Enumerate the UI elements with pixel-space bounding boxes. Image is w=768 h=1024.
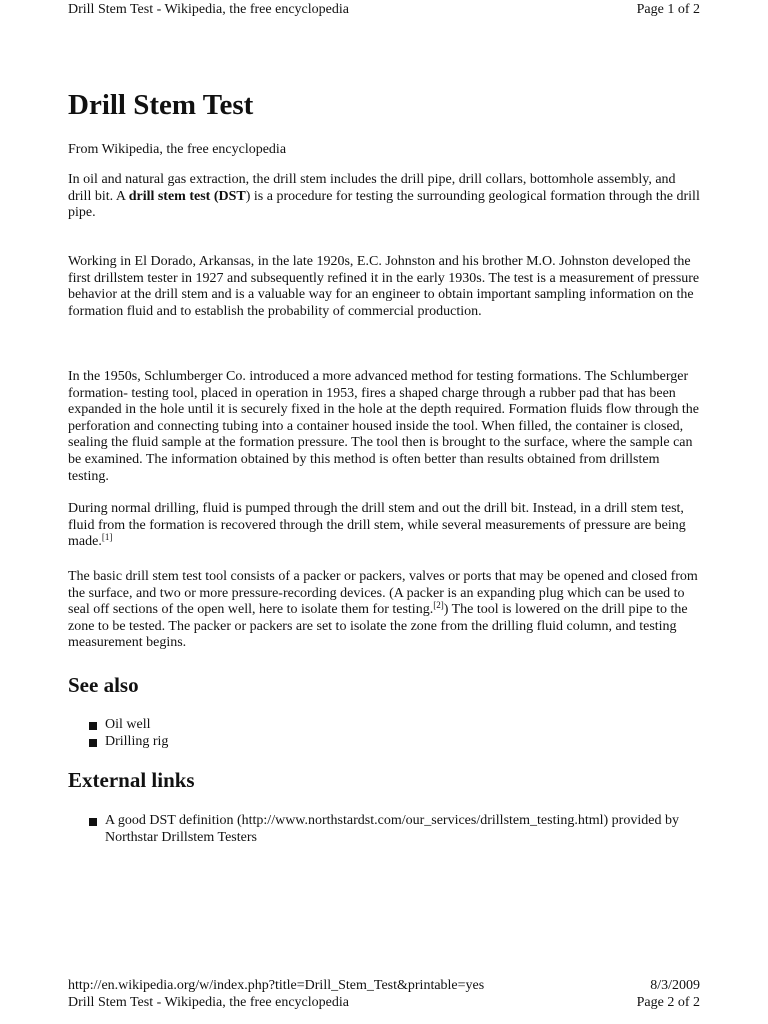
external-links-heading: External links <box>68 768 195 792</box>
external-links-list <box>68 813 702 846</box>
tool-paragraph <box>68 569 702 652</box>
external-link-item[interactable] <box>68 813 702 846</box>
reference-2[interactable]: [2] <box>433 600 444 611</box>
drilling-text: During normal drilling, fluid is pumped through the drill stem and out the drill bit. Instead, in a drill stem test, fluid from the formation is recovered through the drill stem, while several measurements of pressure are being made. <box>68 501 686 550</box>
intro-bold-term: drill stem test (DST <box>128 188 246 204</box>
header-page-number: Page 1 of 2 <box>636 2 700 17</box>
see-also-item[interactable] <box>68 734 702 751</box>
history-paragraph: Working in El Dorado, Arkansas, in the late 1920s, E.C. Johnston and his brother M.O. Johnston developed the first drillstem tester in 1927 and subsequently refined it in the early 1930s. The test is a measurement of pressure behavior at the drill stem and is a valuable way for an engineer to obtain important sampling information on the formation fluid and to establish the probability of commercial production. <box>68 254 700 319</box>
tool-text-start: The basic drill stem test tool consists of a packer or packers, valves or ports that may be opened and closed from the surface, and two or more pressure-recording devices. (A packer is an expanding plug which can be used to seal off sections of the open well, here to isolate them for testing. <box>68 569 698 618</box>
bullet-icon <box>89 739 97 747</box>
intro-paragraph <box>68 172 702 222</box>
page-title: Drill Stem Test <box>68 89 254 121</box>
see-also-item[interactable] <box>68 717 702 734</box>
external-link-dst-definition[interactable]: A good DST definition (http://www.northstardst.com/our_services/drillstem_testing.html) provided by Northstar Drillstem Testers <box>105 813 679 845</box>
see-also-heading: See also <box>68 673 139 697</box>
schlumberger-paragraph: In the 1950s, Schlumberger Co. introduced a more advanced method for testing formations. The Schlumberger formation- testing tool, placed in operation in 1953, fires a shaped charge through a rubber pad that has been expanded in the hole until it is securely fixed in the hole at the depth required. Formation fluids flow through the perforation and connecting tubing into a container housed inside the tool. When filled, the container is closed, sealing the fluid sample at the formation pressure. The tool then is brought to the surface, where the sample can be examined. The information obtained by this method is often better than results obtained from drillstem testing. <box>68 369 700 484</box>
footer-date: 8/3/2009 <box>650 978 700 993</box>
see-also-link-oil-well[interactable]: Oil well <box>105 717 151 732</box>
drilling-paragraph <box>68 501 702 551</box>
header-title: Drill Stem Test - Wikipedia, the free encyclopedia <box>68 2 349 17</box>
tool-text-end: ) The tool is lowered on the drill pipe to the zone to be tested. The packer or packers are set to isolate the zone from the drilling fluid column, and testing measurement begins. <box>68 602 688 651</box>
footer-page-number: Page 2 of 2 <box>636 995 700 1010</box>
article-subtitle: From Wikipedia, the free encyclopedia <box>68 142 287 157</box>
footer-url: http://en.wikipedia.org/w/index.php?title=Drill_Stem_Test&printable=yes <box>68 978 485 993</box>
footer-title: Drill Stem Test - Wikipedia, the free encyclopedia <box>68 995 349 1010</box>
bullet-icon <box>89 818 97 826</box>
see-also-list <box>68 717 702 750</box>
reference-1[interactable]: [1] <box>101 532 113 543</box>
bullet-icon <box>89 722 97 730</box>
intro-text-end: ) is a procedure for testing the surrounding geological formation through the drill pipe. <box>68 188 700 221</box>
intro-text-start: In oil and natural gas extraction, the drill stem includes the drill pipe, drill collars, bottomhole assembly, and drill bit. A <box>68 172 676 204</box>
see-also-link-drilling-rig[interactable]: Drilling rig <box>105 733 169 749</box>
